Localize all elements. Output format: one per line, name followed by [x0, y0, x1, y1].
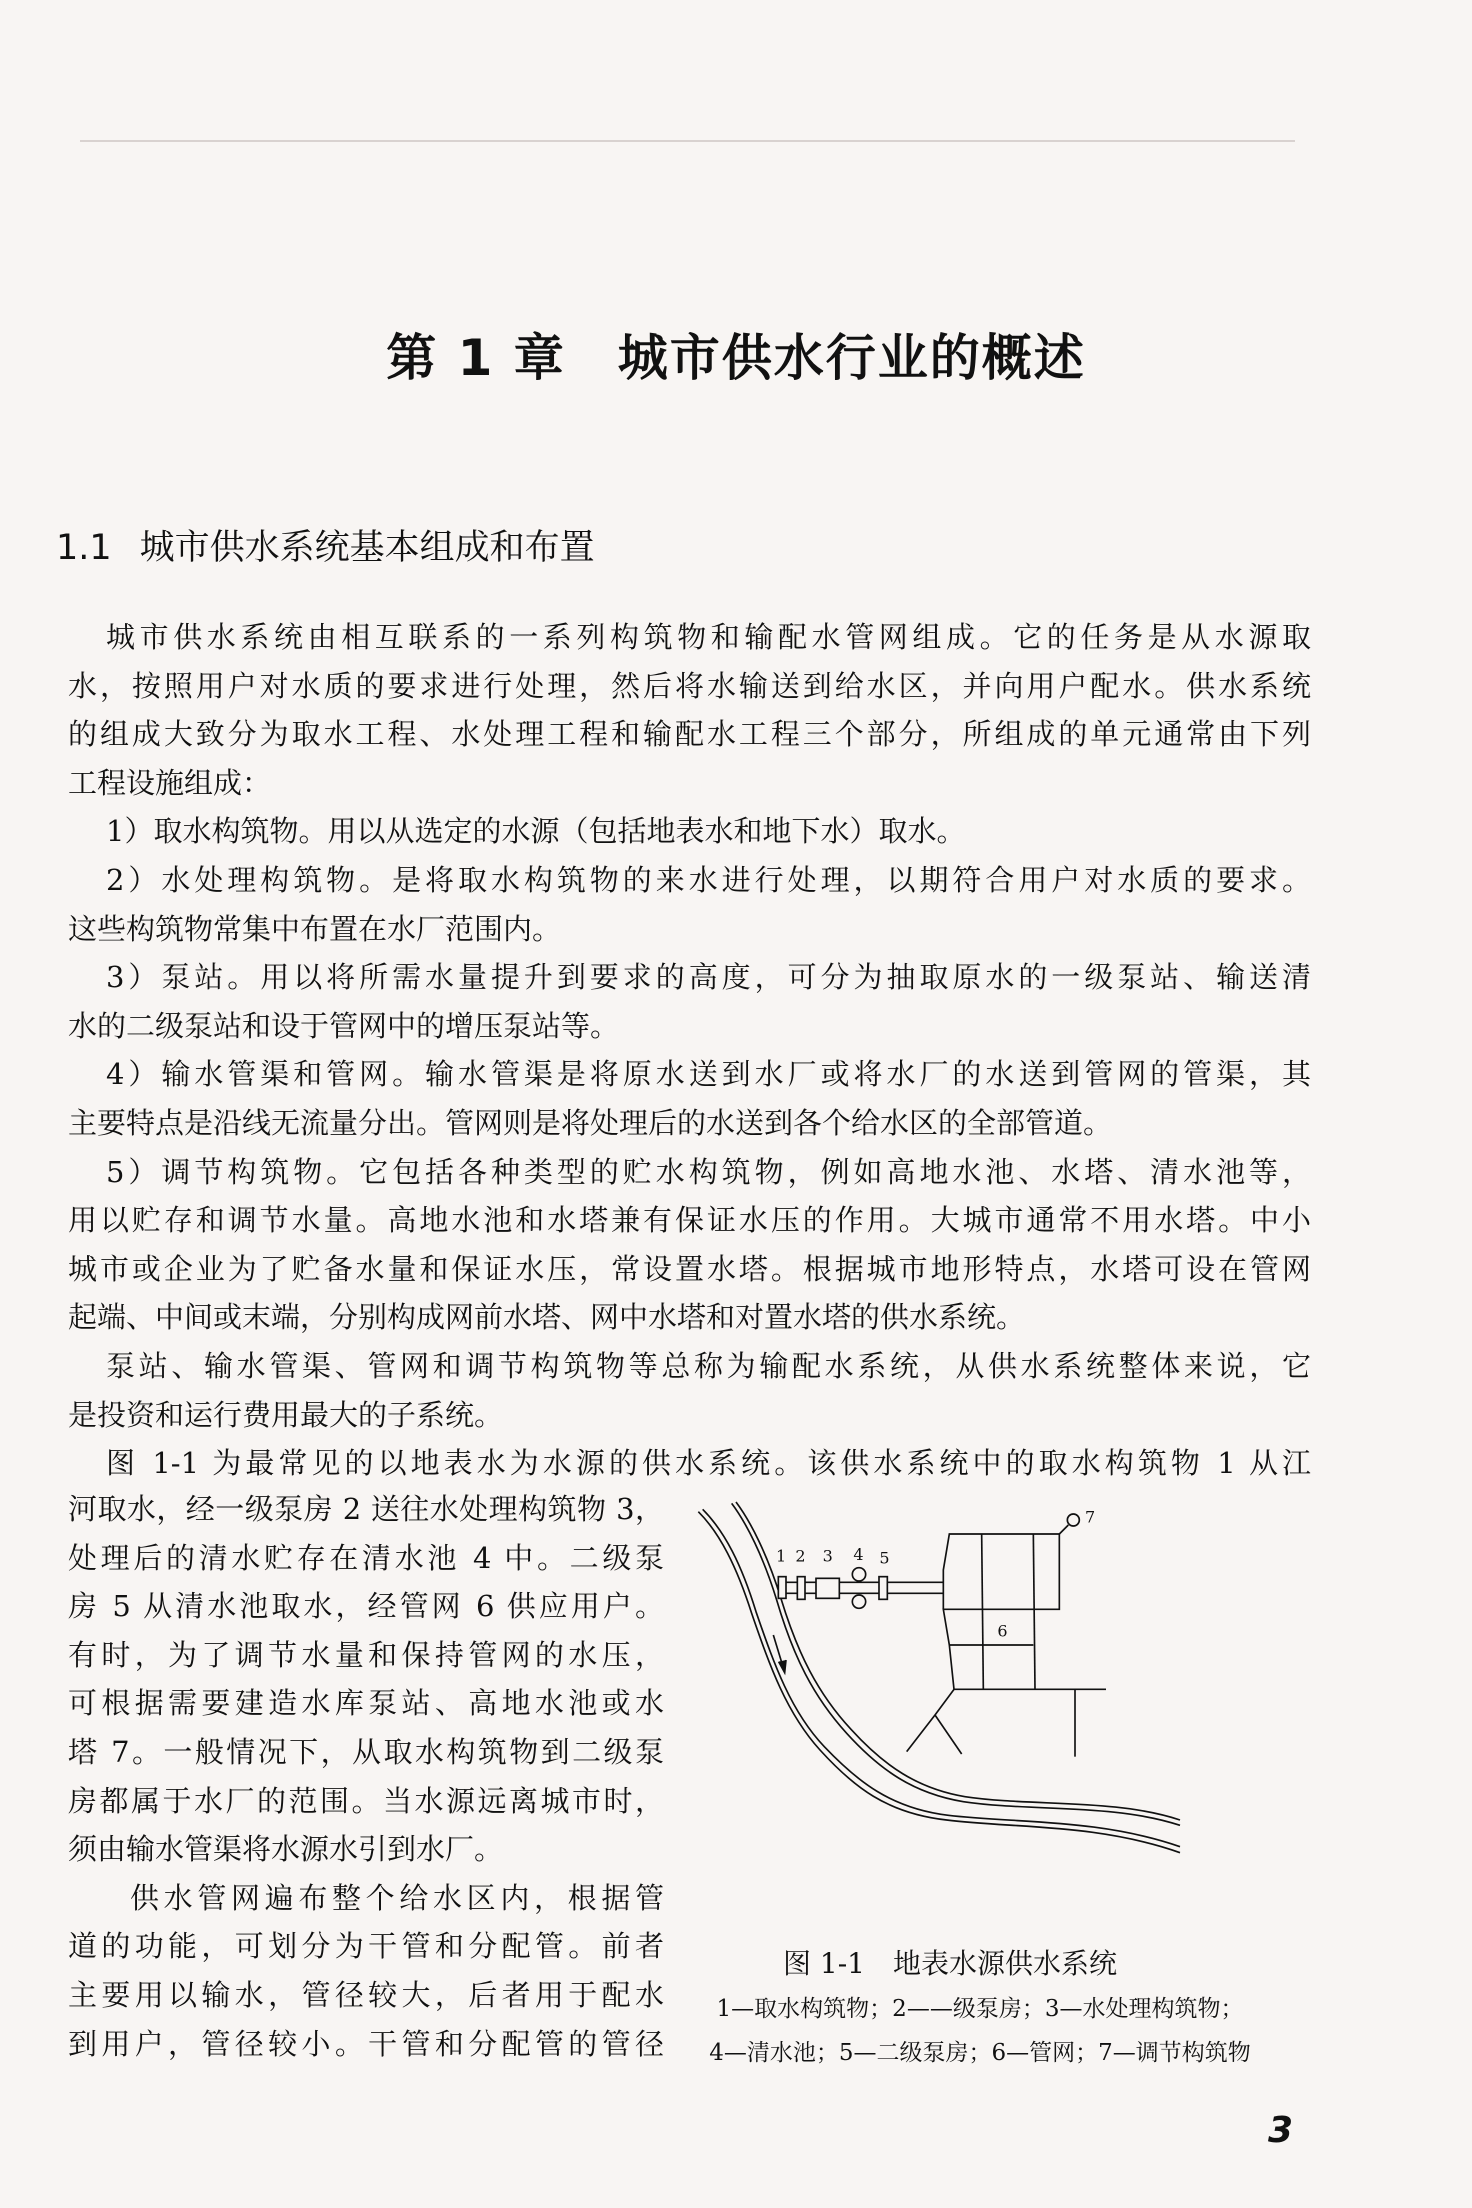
text-line: 起端、中间或末端，分别构成网前水塔、网中水塔和对置水塔的供水系统。	[68, 1300, 1026, 1335]
chapter-title: 第 1 章 城市供水行业的概述	[386, 329, 1086, 387]
flow-arrow-icon	[773, 1635, 786, 1673]
label-6: 6	[997, 1621, 1008, 1641]
text-line: 1）取水构筑物。用以从选定的水源（包括地表水和地下水）取水。	[106, 814, 966, 849]
label-4: 4	[853, 1545, 864, 1564]
text-line: 塔 7。一般情况下，从取水构筑物到二级泵	[68, 1734, 664, 1769]
water-supply-diagram	[680, 1480, 1200, 1890]
text-line: 处理后的清水贮存在清水池 4 中。二级泵	[68, 1540, 664, 1575]
text-line: 泵站、输水管渠、管网和调节构筑物等总称为输配水系统，从供水系统整体来说，它	[106, 1348, 1311, 1383]
text-line: 是投资和运行费用最大的子系统。	[68, 1397, 504, 1432]
pipe-network	[907, 1534, 1106, 1757]
label-1: 1	[776, 1546, 787, 1566]
text-line: 3）泵站。用以将所需水量提升到要求的高度，可分为抽取原水的一级泵站、输送清	[106, 960, 1311, 995]
label-2: 2	[795, 1546, 806, 1566]
figure-legend-line-2: 4—清水池；5—二级泵房；6—管网；7—调节构筑物	[709, 2040, 1251, 2066]
text-line: 房 5 从清水池取水，经管网 6 供应用户。	[68, 1589, 664, 1624]
text-line: 须由输水管渠将水源水引到水厂。	[68, 1832, 504, 1867]
text-line: 房都属于水厂的范围。当水源远离城市时，	[68, 1783, 664, 1818]
plant-components	[778, 1568, 943, 1609]
section-number: 1.1	[56, 528, 112, 568]
text-line: 到用户，管径较小。干管和分配管的管径	[68, 2026, 664, 2061]
body-text-column	[68, 1485, 664, 2068]
label-3: 3	[822, 1546, 833, 1566]
text-line: 工程设施组成：	[68, 765, 272, 800]
component-labels	[776, 1508, 1095, 1641]
text-line: 道的功能，可划分为干管和分配管。前者	[68, 1929, 664, 1964]
section-heading	[56, 520, 595, 570]
text-line: 这些构筑物常集中布置在水厂范围内。	[68, 911, 562, 946]
text-line: 可根据需要建造水库泵站、高地水池或水	[68, 1686, 664, 1721]
text-line: 城市或企业为了贮备水量和保证水压，常设置水塔。根据城市地形特点，水塔可设在管网	[68, 1251, 1311, 1286]
text-line: 城市供水系统由相互联系的一系列构筑物和输配水管网组成。它的任务是从水源取	[106, 620, 1311, 654]
figure-legend-line-1: 1—取水构筑物；2——级泵房；3—水处理构筑物；	[716, 1996, 1244, 2022]
text-line: 的组成大致分为取水工程、水处理工程和输配水工程三个部分，所组成的单元通常由下列	[68, 717, 1311, 752]
text-line: 用以贮存和调节水量。高地水池和水塔兼有保证水压的作用。大城市通常不用水塔。中小	[68, 1203, 1311, 1238]
text-line: 5）调节构筑物。它包括各种类型的贮水构筑物，例如高地水池、水塔、清水池等，	[106, 1154, 1311, 1189]
text-line: 主要特点是沿线无流量分出。管网则是将处理后的水送到各个给水区的全部管道。	[68, 1105, 1113, 1140]
text-line: 4）输水管渠和管网。输水管渠是将原水送到水厂或将水厂的水送到管网的管渠，其	[106, 1057, 1311, 1092]
water-tower	[1059, 1514, 1079, 1534]
header-rule	[80, 140, 1295, 142]
section-title: 城市供水系统基本组成和布置	[139, 528, 595, 568]
page-number: 3	[1268, 2110, 1294, 2151]
label-5: 5	[879, 1548, 890, 1568]
label-7: 7	[1085, 1507, 1096, 1527]
text-line: 水的二级泵站和设于管网中的增压泵站等。	[68, 1008, 620, 1043]
text-line: 河取水，经一级泵房 2 送往水处理构筑物 3，	[68, 1492, 664, 1526]
text-line: 图 1-1 为最常见的以地表水为水源的供水系统。该供水系统中的取水构筑物 1 从江	[106, 1446, 1311, 1481]
text-line: 2）水处理构筑物。是将取水构筑物的来水进行处理，以期符合用户对水质的要求。	[106, 862, 1311, 897]
text-line: 主要用以输水，管径较大，后者用于配水	[68, 1977, 664, 2012]
text-line: 水，按照用户对水质的要求进行处理，然后将水输送到给水区，并向用户配水。供水系统	[68, 668, 1311, 703]
river	[698, 1502, 1180, 1853]
text-line: 供水管网遍布整个给水区内，根据管	[130, 1880, 664, 1915]
body-text	[68, 613, 1311, 1488]
text-line: 有时，为了调节水量和保持管网的水压，	[68, 1637, 664, 1672]
figure-caption: 图 1-1 地表水源供水系统	[783, 1947, 1117, 1980]
